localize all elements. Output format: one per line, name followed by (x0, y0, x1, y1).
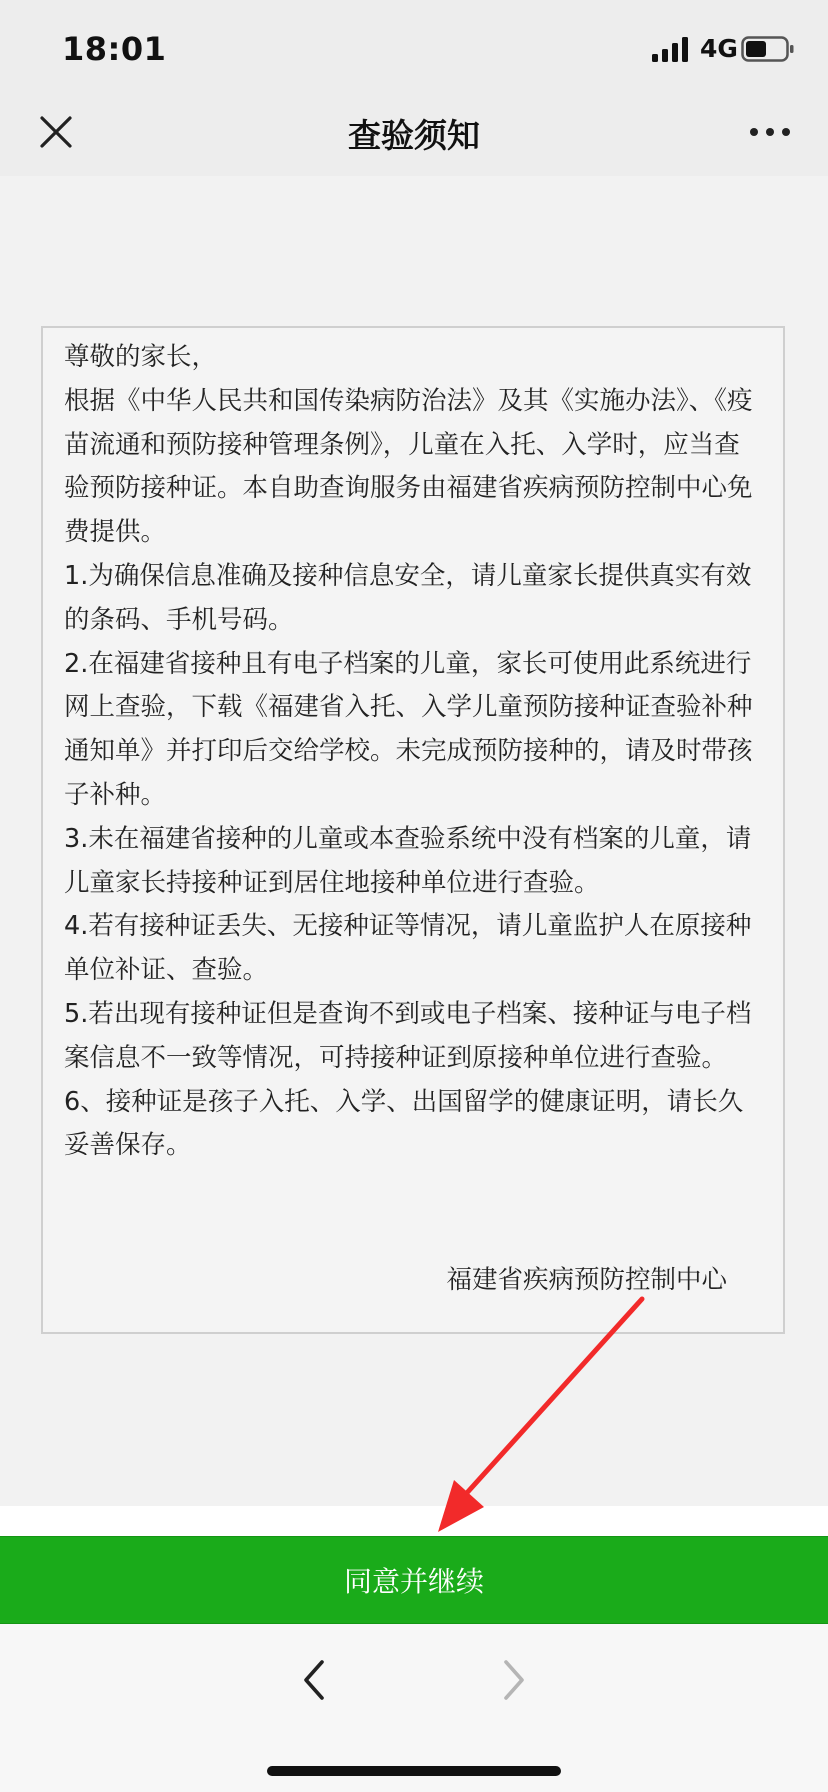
notice-item: 5.若出现有接种证但是查询不到或电子档案、接种证与电子档案信息不一致等情况，可持接种证到原接种单位进行查验。 (64, 998, 752, 1073)
notice-item: 2.在福建省接种且有电子档案的儿童，家长可使用此系统进行网上查验，下载《福建省入托、入学儿童预防接种证查验补种通知单》并打印后交给学校。未完成预防接种的，请及时带孩子补种。 (64, 648, 753, 810)
agree-continue-button[interactable]: 同意并继续 (0, 1536, 828, 1624)
notice-box (41, 326, 785, 1334)
signal-icon (652, 36, 692, 62)
status-bar (0, 0, 828, 92)
chevron-left-icon[interactable] (296, 1656, 332, 1704)
home-indicator (267, 1766, 561, 1776)
battery-icon (741, 36, 795, 62)
notice-item: 3.未在福建省接种的儿童或本查验系统中没有档案的儿童，请儿童家长持接种证到居住地接种单位进行查验。 (64, 823, 752, 898)
content-area (0, 176, 828, 1506)
more-icon[interactable] (748, 120, 792, 144)
bottom-bar (0, 1624, 828, 1792)
notice-signature: 福建省疾病预防控制中心 (446, 1265, 727, 1295)
notice-greeting: 尊敬的家长， (64, 342, 218, 372)
divider (0, 1506, 828, 1536)
notice-text (64, 336, 764, 1168)
page-title: 查验须知 (348, 116, 480, 155)
chevron-right-icon (496, 1656, 532, 1704)
status-time: 18:01 (62, 30, 167, 68)
network-label: 4G (700, 34, 738, 63)
nav-header (0, 92, 828, 176)
notice-item: 6、接种证是孩子入托、入学、出国留学的健康证明，请长久妥善保存。 (64, 1086, 744, 1161)
notice-intro: 根据《中华人民共和国传染病防治法》及其《实施办法》、《疫苗流通和预防接种管理条例》，儿童在入托、入学时，应当查验预防接种证。本自助查询服务由福建省疾病预防控制中心免费提供。 (64, 385, 753, 548)
notice-item: 4.若有接种证丢失、无接种证等情况，请儿童监护人在原接种单位补证、查验。 (64, 911, 752, 986)
notice-item: 1.为确保信息准确及接种信息安全，请儿童家长提供真实有效的条码、手机号码。 (64, 560, 752, 635)
